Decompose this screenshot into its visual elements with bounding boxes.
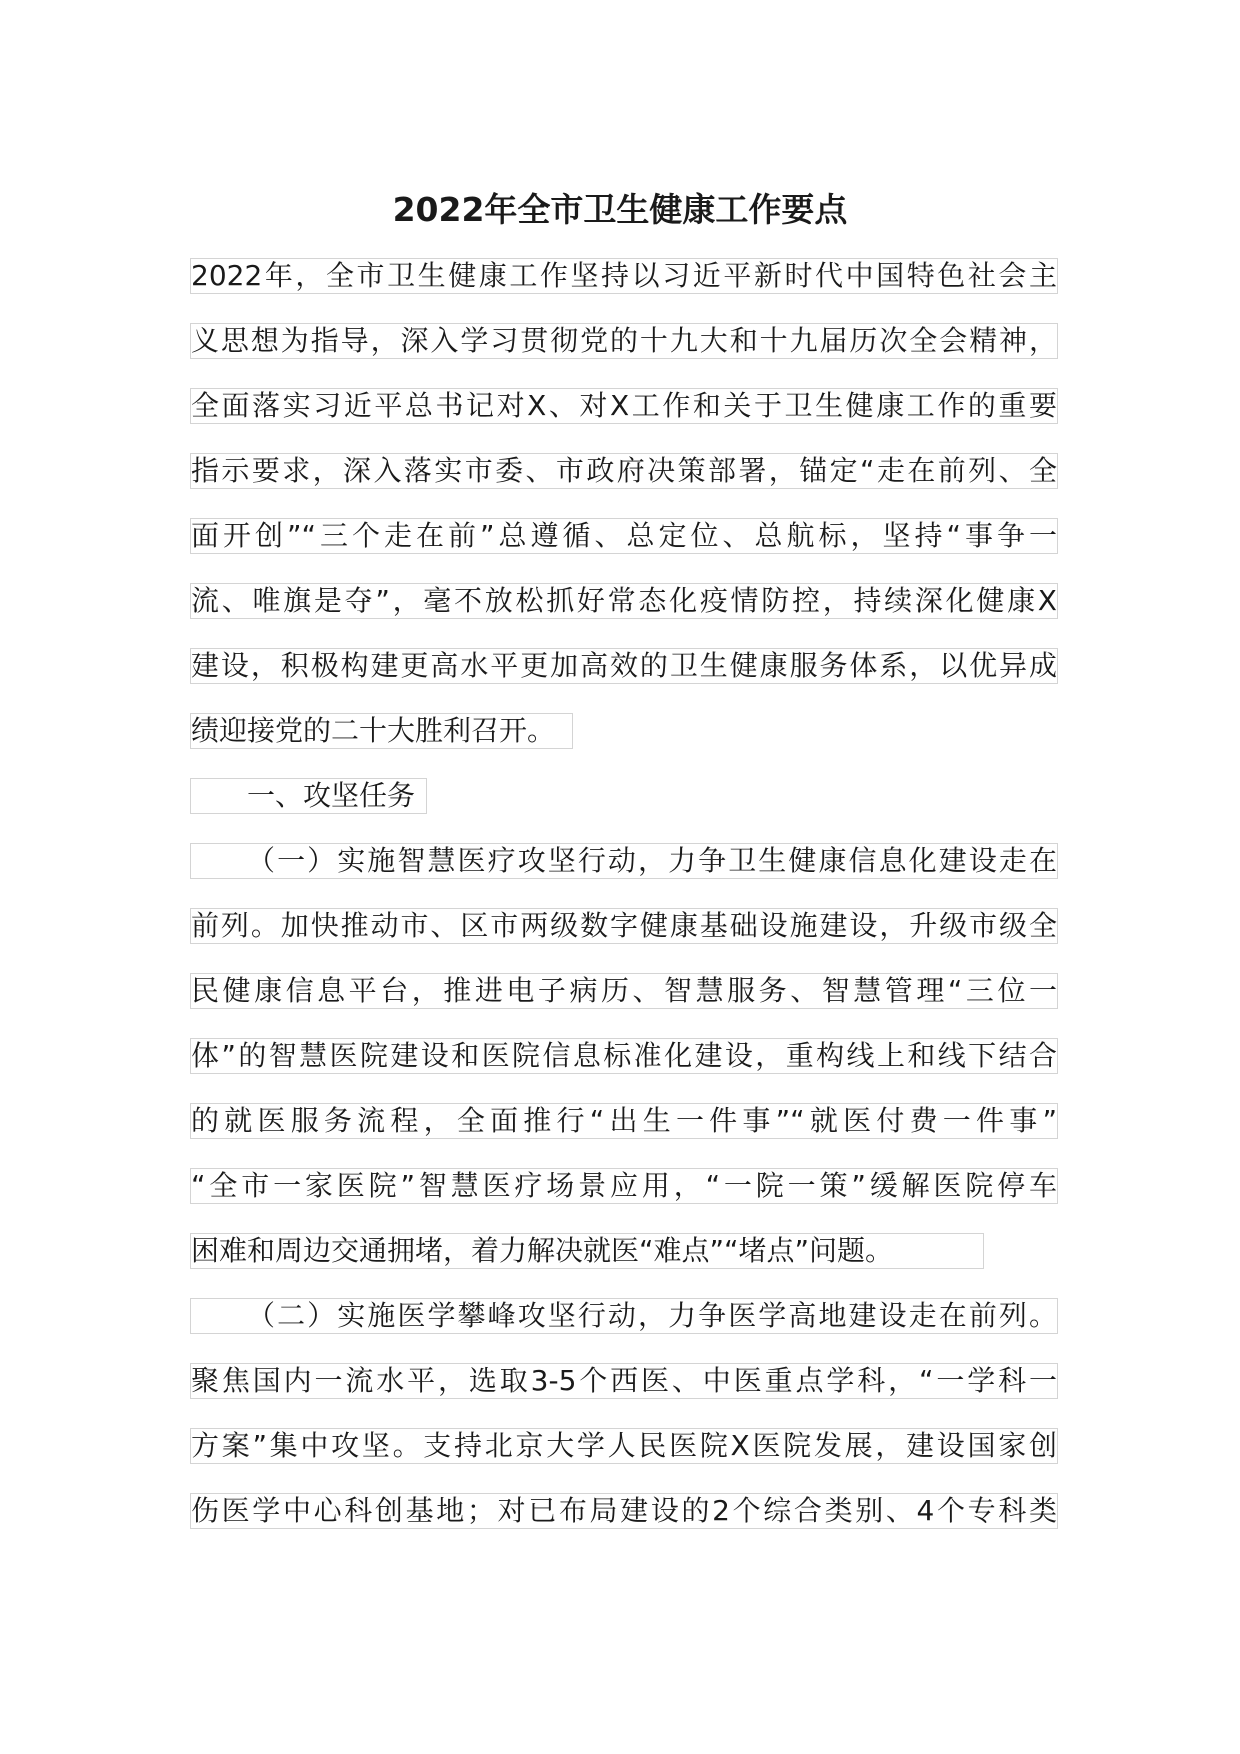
item-line: 聚焦国内一流水平，选取3-5个西医、中医重点学科，“一学科一 <box>191 1364 1057 1397</box>
intro-line: 2022年，全市卫生健康工作坚持以习近平新时代中国特色社会主 <box>191 259 1057 292</box>
item-line: （一）实施智慧医疗攻坚行动，力争卫生健康信息化建设走在 <box>190 843 1058 879</box>
item-line: 方案”集中攻坚。支持北京大学人民医院X医院发展，建设国家创 <box>191 1429 1057 1462</box>
item-line: “全市一家医院”智慧医疗场景应用，“一院一策”缓解医院停车 <box>191 1169 1057 1202</box>
item-line: 伤医学中心科创基地；对已布局建设的2个综合类别、4个专科类 <box>191 1494 1057 1527</box>
item-line: 的就医服务流程，全面推行“出生一件事”“就医付费一件事” <box>191 1104 1057 1137</box>
item-line: 困难和周边交通拥堵，着力解决就医“难点”“堵点”问题。 <box>190 1233 984 1269</box>
item-line: 体”的智慧医院建设和医院信息标准化建设，重构线上和线下结合 <box>191 1039 1057 1072</box>
item-line: （二）实施医学攀峰攻坚行动，力争医学高地建设走在前列。 <box>190 1298 1058 1334</box>
intro-line: 绩迎接党的二十大胜利召开。 <box>190 713 573 749</box>
intro-line: 建设，积极构建更高水平更加高效的卫生健康服务体系，以优异成 <box>191 649 1057 682</box>
intro-line: 指示要求，深入落实市委、市政府决策部署，锚定“走在前列、全 <box>191 454 1057 487</box>
section-heading: 一、攻坚任务 <box>190 778 427 814</box>
intro-line: 流、唯旗是夺”，毫不放松抓好常态化疫情防控，持续深化健康X <box>191 584 1057 617</box>
item-line: 前列。加快推动市、区市两级数字健康基础设施建设，升级市级全 <box>191 909 1057 942</box>
intro-line: 义思想为指导，深入学习贯彻党的十九大和十九届历次全会精神， <box>191 324 1057 357</box>
item-line: 民健康信息平台，推进电子病历、智慧服务、智慧管理“三位一 <box>191 974 1057 1007</box>
intro-line: 全面落实习近平总书记对X、对X工作和关于卫生健康工作的重要 <box>191 389 1057 422</box>
document-title: 2022年全市卫生健康工作要点 <box>392 190 848 229</box>
intro-line: 面开创”“三个走在前”总遵循、总定位、总航标，坚持“事争一 <box>191 519 1057 552</box>
